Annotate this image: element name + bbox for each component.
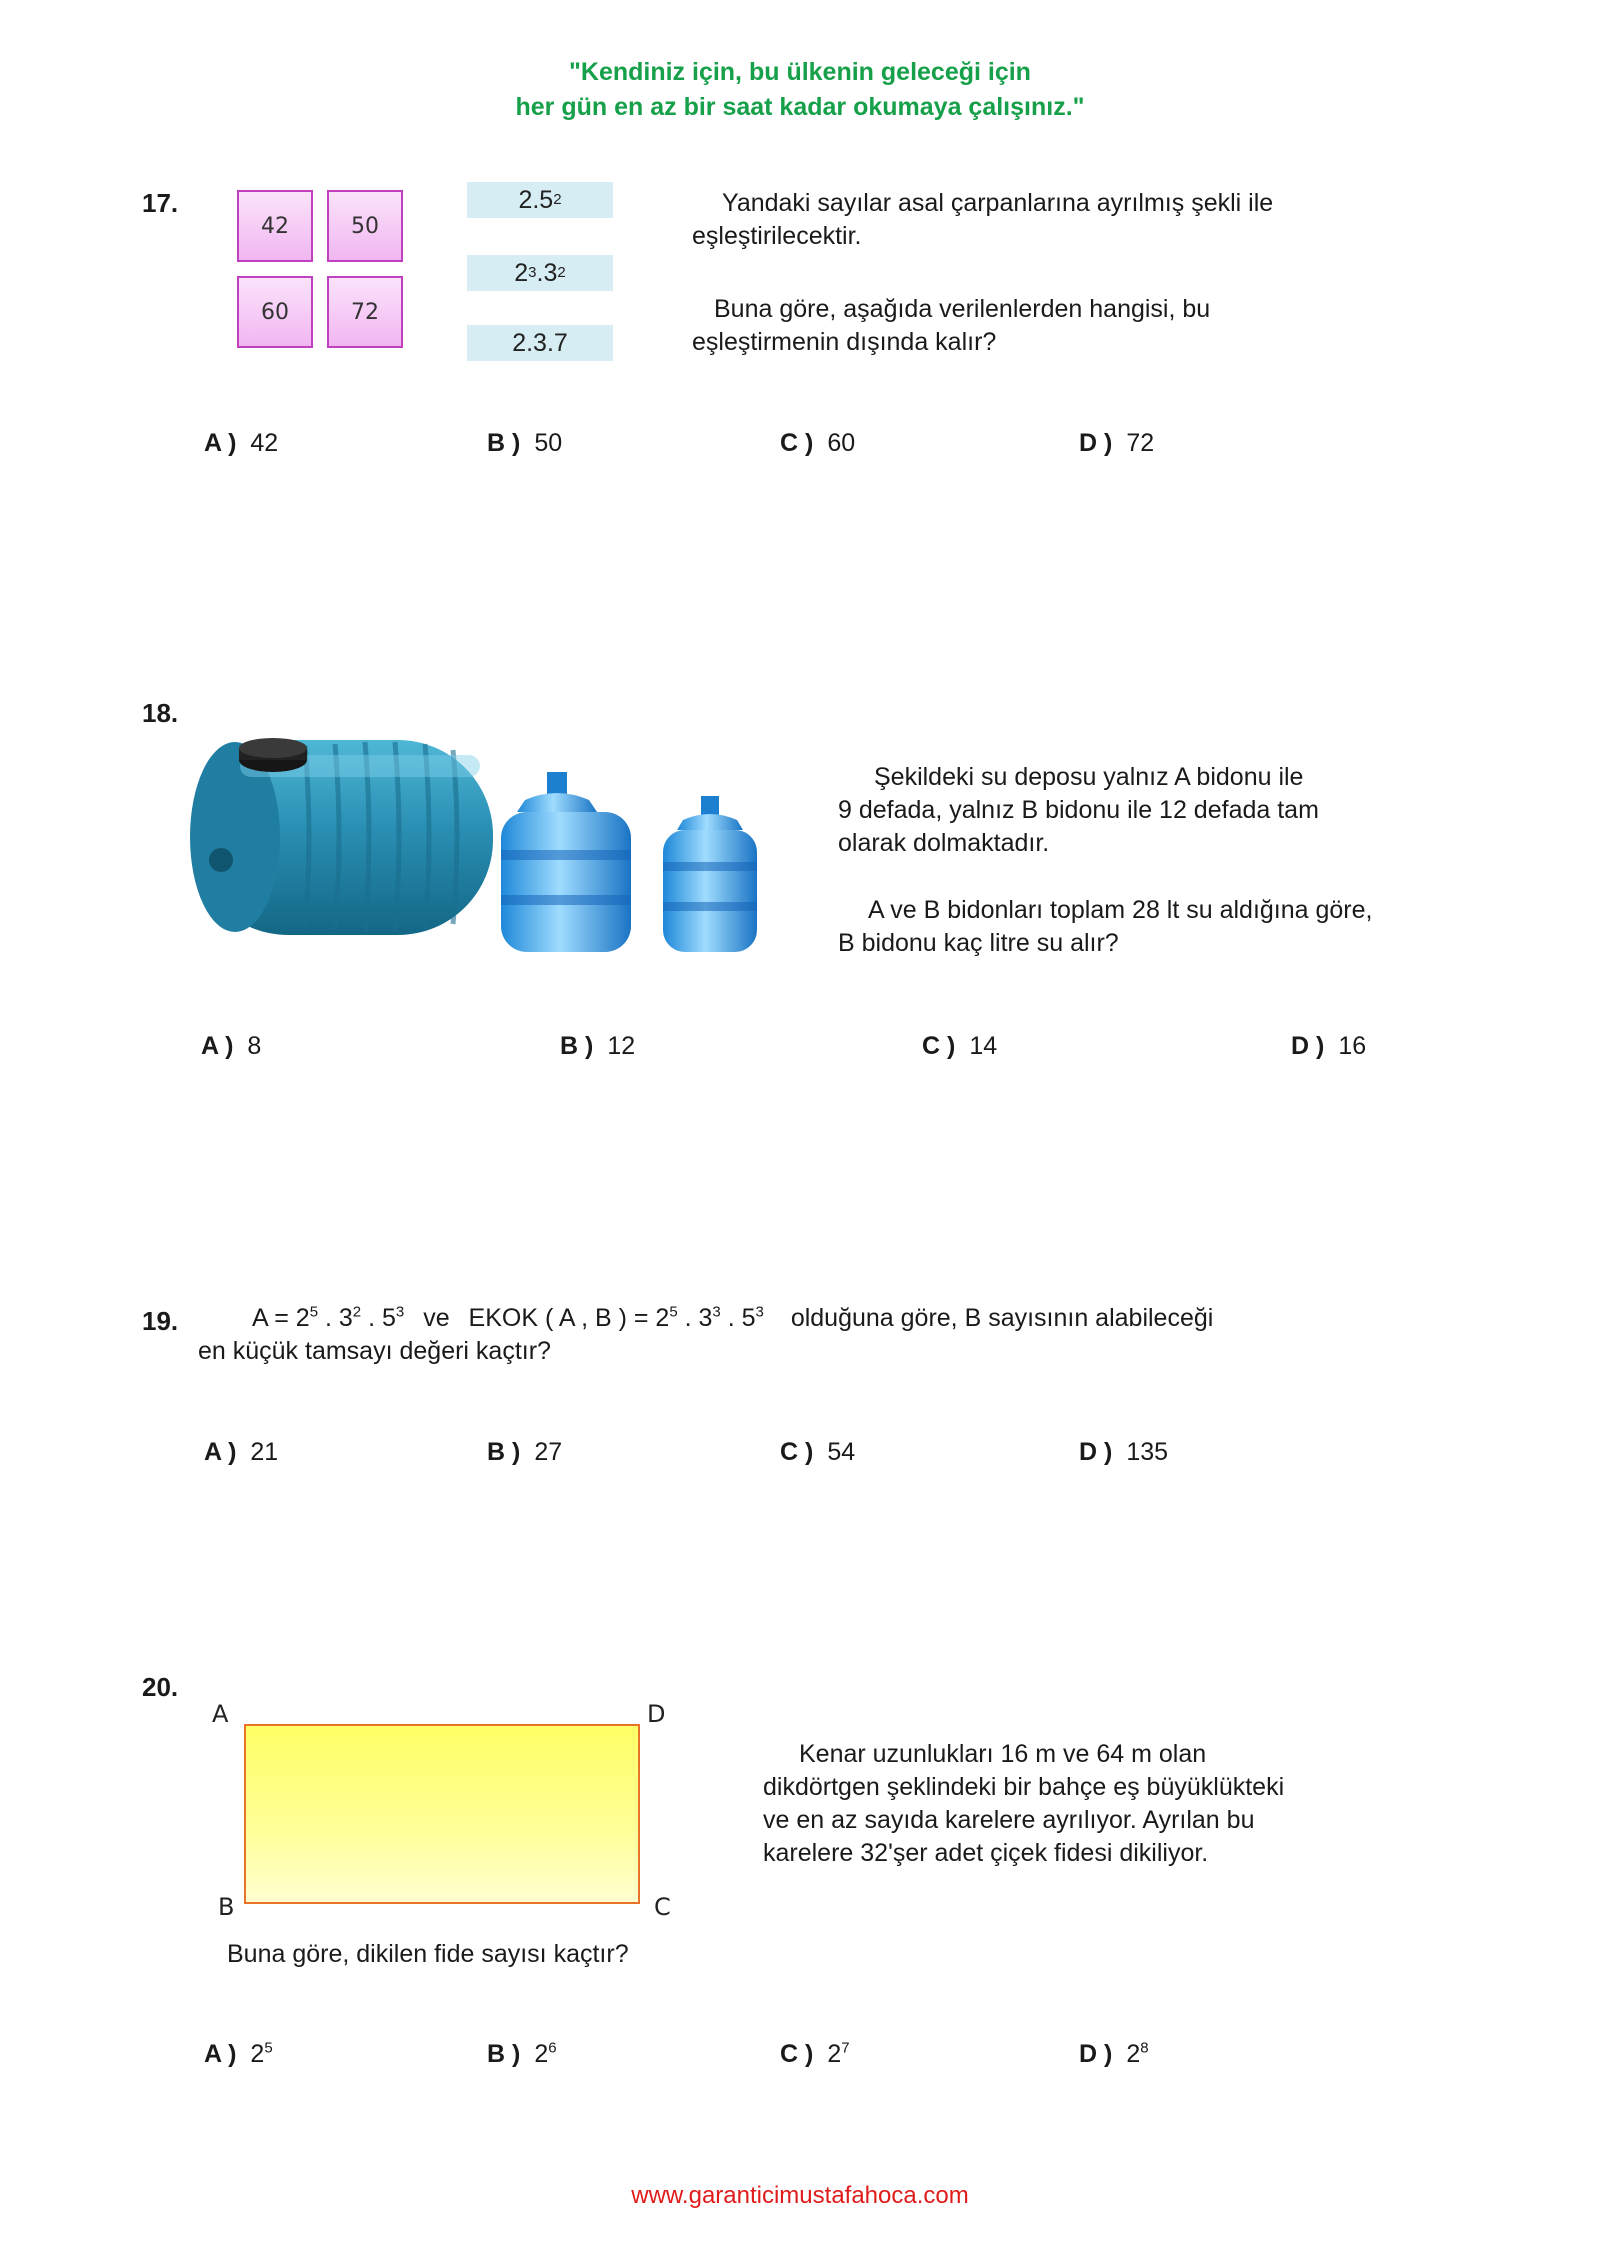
- option-a[interactable]: A ) 8: [201, 1032, 262, 1060]
- vertex-d-label: D: [647, 1700, 666, 1728]
- question-17-text: Yandaki sayılar asal çarpanlarına ayrılmış şekli ile eşleştirilecektir. Buna göre, aşağıda verilenlerden hangisi, bu eşleştirmenin dışında kalır?: [692, 189, 1274, 356]
- question-19-number: 19.: [142, 1306, 179, 1336]
- number-box-50: 50: [327, 190, 403, 262]
- number-box-60: 60: [237, 276, 313, 348]
- option-d[interactable]: D ) 72: [1079, 429, 1155, 457]
- option-b[interactable]: B ) 12: [560, 1032, 636, 1060]
- factor-box-3: 2.3.7: [467, 325, 613, 361]
- bottle-b: [663, 796, 757, 952]
- vertex-b-label: B: [218, 1893, 235, 1921]
- option-d[interactable]: D ) 16: [1291, 1032, 1367, 1060]
- question-18-text: Şekildeki su deposu yalnız A bidonu ile 9 defada, yalnız B bidonu ile 12 defada tam olarak dolmaktadır. A ve B bidonları toplam 28 lt su aldığına göre, B bidonu kaç litre su alır?: [838, 763, 1373, 957]
- water-tank: [190, 738, 493, 935]
- question-20-prompt: Buna göre, dikilen fide sayısı kaçtır?: [227, 1940, 629, 1968]
- ekok-expression: EKOK ( A , B ) = $2^5$ . $3^3$ . $5^3$: [468, 1303, 764, 1332]
- option-a[interactable]: A ) 21: [204, 1438, 279, 1466]
- vertex-a-label: A: [212, 1700, 229, 1728]
- option-c[interactable]: C ) 54: [780, 1438, 856, 1466]
- option-b[interactable]: B ) $2^6$: [487, 2039, 557, 2068]
- option-c[interactable]: C ) 14: [922, 1032, 998, 1060]
- vertex-c-label: C: [654, 1893, 671, 1921]
- number-box-42: 42: [237, 190, 313, 262]
- question-19-line-2: en küçük tamsayı değeri kaçtır?: [198, 1337, 551, 1365]
- a-expression: $A = 2^5$ . $3^2$ . $5^3$: [252, 1303, 405, 1332]
- water-tank-and-bottles-illustration: [185, 720, 785, 960]
- footer-url-link[interactable]: www.garanticimustafahoca.com: [631, 2182, 969, 2209]
- question-19-line-1: $A = 2^5$ . $3^2$ . $5^3$ ve EKOK ( A , B ) = $2^5$ . $3^3$ . $5^3$ olduğuna göre, B sayısının alabileceği: [252, 1303, 1214, 1332]
- option-a[interactable]: A ) $2^5$: [204, 2039, 273, 2068]
- factor-box-1: 2.5 2: [467, 182, 613, 218]
- option-c[interactable]: C ) 60: [780, 429, 856, 457]
- option-d[interactable]: D ) 135: [1079, 1438, 1169, 1466]
- bottle-a: [501, 772, 631, 952]
- factor-box-2: 2 3 .3 2: [467, 255, 613, 291]
- question-18-number: 18.: [142, 698, 179, 728]
- question-17-number: 17.: [142, 188, 179, 218]
- option-d[interactable]: D ) $2^8$: [1079, 2039, 1149, 2068]
- option-c[interactable]: C ) $2^7$: [780, 2039, 850, 2068]
- number-box-72: 72: [327, 276, 403, 348]
- option-b[interactable]: B ) 50: [487, 429, 563, 457]
- motto-line-1: "Kendiniz için, bu ülkenin geleceği için: [569, 58, 1031, 86]
- option-a[interactable]: A ) 42: [204, 429, 279, 457]
- option-b[interactable]: B ) 27: [487, 1438, 563, 1466]
- question-20-number: 20.: [142, 1672, 179, 1702]
- motto-line-2: her gün en az bir saat kadar okumaya çalışınız.": [515, 93, 1085, 121]
- question-20-text: Kenar uzunlukları 16 m ve 64 m olan dikdörtgen şeklindeki bir bahçe eş büyüklükteki ve en az sayıda karelere ayrılıyor. Ayrılan bu karelere 32'şer adet çiçek fidesi dikiliyor.: [763, 1740, 1285, 1867]
- garden-rectangle: [244, 1724, 640, 1904]
